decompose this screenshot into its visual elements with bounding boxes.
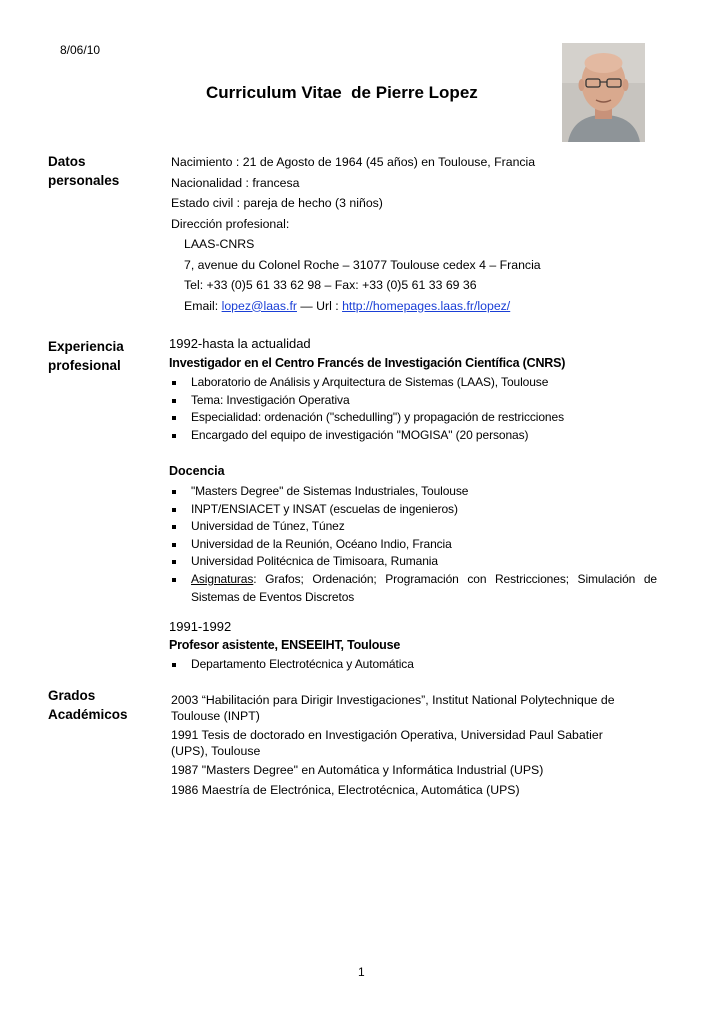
list-item: Especialidad: ordenación ("schedulling") y propagación de restricciones [171, 409, 564, 427]
section-label-grades [48, 686, 158, 724]
list-item: INPT/ENSIACET y INSAT (escuelas de ingenieros) [171, 501, 657, 519]
document-date: 8/06/10 [60, 43, 101, 57]
job-title-enseeiht: Profesor asistente, ENSEEIHT, Toulouse [169, 638, 401, 652]
contact-line [171, 296, 641, 317]
section-label-experience [48, 337, 158, 375]
subjects-label: Asignaturas [191, 571, 254, 586]
lab-name: LAAS-CNRS [184, 237, 255, 251]
grade-item: 1986 Maestría de Electrónica, Electrotécnica, Automática (UPS) [171, 782, 520, 797]
personal-details [171, 152, 641, 316]
list-item: Tema: Investigación Operativa [171, 392, 564, 410]
subjects-item [171, 571, 657, 606]
nationality-text: Nacionalidad : francesa [171, 175, 300, 190]
grades-list [171, 693, 631, 802]
grade-item: 1987 "Masters Degree" en Automática y Informática Industrial (UPS) [171, 763, 544, 777]
teaching-heading: Docencia [169, 464, 225, 478]
phone-fax: Tel: +33 (0)5 61 33 62 98 – Fax: +33 (0)5 61 33 69 36 [184, 278, 477, 292]
portrait-photo [562, 43, 645, 142]
section-label-personal [48, 152, 158, 190]
label-line: Experiencia [48, 339, 124, 354]
list-item: Departamento Electrotécnica y Automática [171, 656, 414, 674]
label-line: Académicos [48, 707, 128, 722]
email-link[interactable]: lopez@laas.fr [221, 298, 297, 313]
page-number: 1 [358, 965, 365, 979]
subjects-text: : Grafos; Ordenación; Programación con Restricciones; Simulación de Sistemas de Eventos Discretos [191, 571, 657, 604]
label-line: Datos [48, 154, 86, 169]
list-item: Encargado del equipo de investigación "MOGISA" (20 personas) [171, 427, 564, 445]
job-cnrs-list [171, 374, 564, 444]
portrait-icon [562, 43, 645, 142]
street-address: 7, avenue du Colonel Roche – 31077 Toulouse cedex 4 – Francia [184, 257, 541, 272]
list-item: Universidad de la Reunión, Océano Indio, Francia [171, 536, 657, 554]
civil-status-text: Estado civil : pareja de hecho (3 niños) [171, 196, 383, 210]
list-item: Universidad de Túnez, Túnez [171, 518, 657, 536]
page-title: Curriculum Vitae de Pierre Lopez [206, 83, 478, 102]
email-prefix: Email: [184, 298, 222, 313]
url-separator: — Url : [296, 298, 343, 313]
birth-text: Nacimiento : 21 de Agosto de 1964 (45 años) en Toulouse, Francia [171, 155, 536, 169]
period-current: 1992-hasta la actualidad [169, 336, 311, 351]
list-item: Universidad Politécnica de Timisoara, Rumania [171, 553, 657, 571]
grade-item: 2003 “Habilitación para Dirigir Investigaciones”, Institut National Polytechnique de Toulouse (INPT) [171, 693, 615, 723]
homepage-link[interactable]: http://homepages.laas.fr/lopez/ [342, 298, 511, 313]
job-enseeiht-list [171, 656, 414, 674]
list-item: Laboratorio de Análisis y Arquitectura de Sistemas (LAAS), Toulouse [171, 374, 564, 392]
label-line: Grados [48, 688, 96, 703]
label-line: profesional [48, 358, 121, 373]
grade-item: 1991 Tesis de doctorado en Investigación Operativa, Universidad Paul Sabatier (UPS), Toulouse [171, 728, 603, 758]
teaching-list [171, 483, 657, 606]
label-line: personales [48, 173, 120, 188]
job-title-cnrs: Investigador en el Centro Francés de Investigación Científica (CNRS) [169, 356, 566, 370]
address-label: Dirección profesional: [171, 216, 290, 231]
list-item: "Masters Degree" de Sistemas Industriales, Toulouse [171, 483, 657, 501]
period-previous: 1991-1992 [169, 619, 232, 634]
